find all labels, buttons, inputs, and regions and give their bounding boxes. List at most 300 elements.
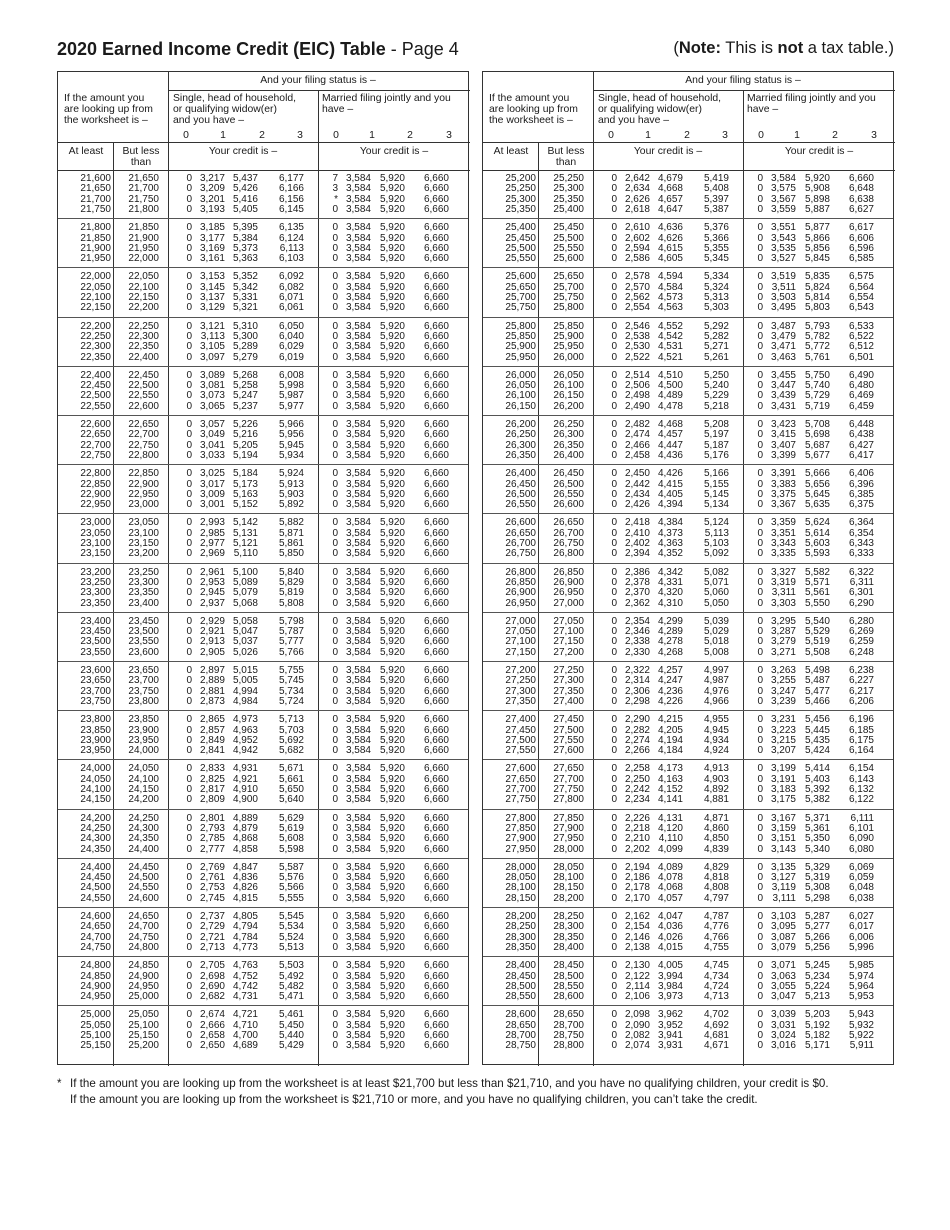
cell: 0 xyxy=(332,675,338,687)
cell: 2,130 xyxy=(624,960,650,972)
cell: 4,205 xyxy=(657,724,683,736)
cell: 5,766 xyxy=(278,646,304,658)
cell: 0 xyxy=(332,773,338,785)
cell: 28,500 xyxy=(505,980,536,992)
cell: 25,900 xyxy=(553,330,584,342)
cell: 5,920 xyxy=(379,400,405,412)
cell: 28,700 xyxy=(553,1019,584,1031)
table-row xyxy=(483,599,893,609)
cell: 6,660 xyxy=(423,222,449,234)
cell: 4,668 xyxy=(657,183,683,195)
cell: 0 xyxy=(332,970,338,982)
cell: 5,155 xyxy=(703,478,729,490)
table-row xyxy=(483,972,893,982)
cell: 3,584 xyxy=(345,1019,371,1031)
cell: 6,648 xyxy=(848,183,874,195)
cell: 25,300 xyxy=(553,183,584,195)
cell: 4,026 xyxy=(657,931,683,943)
table-row xyxy=(483,992,893,1002)
cell: 6,660 xyxy=(423,794,449,806)
cell: 3,584 xyxy=(345,646,371,658)
cell: 5,920 xyxy=(379,960,405,972)
table-row xyxy=(58,814,468,824)
cell: 0 xyxy=(332,566,338,578)
cell: 3,519 xyxy=(770,271,796,283)
cell: 0 xyxy=(332,253,338,265)
cell: 3,209 xyxy=(199,183,225,195)
cell: 5,340 xyxy=(804,843,830,855)
at-least-label: At least xyxy=(68,146,104,157)
cell: 5,998 xyxy=(278,380,304,392)
cell: 4,552 xyxy=(657,320,683,332)
cell: 2,905 xyxy=(199,646,225,658)
cell: 3,584 xyxy=(345,183,371,195)
cell: 5,920 xyxy=(379,724,405,736)
table-row xyxy=(483,549,893,559)
not-a-tax-table-note: (Note: This is not a tax table.) xyxy=(673,39,894,57)
cell: 2,849 xyxy=(199,734,225,746)
cell: 0 xyxy=(186,281,192,293)
cell: 5,308 xyxy=(804,882,830,894)
table-row xyxy=(58,617,468,627)
cell: 6,660 xyxy=(423,341,449,353)
cell: 3,584 xyxy=(345,626,371,638)
cell: 6,660 xyxy=(423,478,449,490)
cell: 6,375 xyxy=(848,499,874,511)
table-row xyxy=(483,272,893,282)
cell: 0 xyxy=(757,292,763,303)
cell: 3,487 xyxy=(770,320,796,332)
cell: 23,250 xyxy=(80,576,111,588)
header-filing-line xyxy=(168,90,470,91)
cell: 6,166 xyxy=(278,183,304,195)
cell: 0 xyxy=(757,1009,763,1021)
cell: 3,471 xyxy=(770,341,796,353)
cell: 2,881 xyxy=(199,685,225,697)
cell: 4,457 xyxy=(657,429,683,441)
cell: 5,920 xyxy=(379,548,405,560)
cell: 22,150 xyxy=(128,292,159,303)
cell: 3,584 xyxy=(345,1040,371,1052)
cell: 5,920 xyxy=(379,538,405,549)
cell: 6,177 xyxy=(278,173,304,184)
cell: 0 xyxy=(611,548,617,560)
cell: 3,047 xyxy=(770,991,796,1003)
cell: 4,320 xyxy=(657,587,683,599)
children-count-3: 3 xyxy=(871,130,877,141)
group-separator xyxy=(483,317,893,318)
table-row xyxy=(58,293,468,303)
cell: 6,248 xyxy=(848,646,874,658)
cell: 0 xyxy=(611,183,617,195)
cell: 3,584 xyxy=(345,538,371,549)
cell: 2,785 xyxy=(199,833,225,845)
cell: 28,450 xyxy=(505,970,536,982)
cell: 5,920 xyxy=(379,812,405,824)
cell: 25,700 xyxy=(553,281,584,293)
children-count-0: 0 xyxy=(758,130,764,141)
cell: 2,378 xyxy=(624,576,650,588)
cell: 0 xyxy=(186,341,192,353)
cell: 27,550 xyxy=(553,734,584,746)
cell: 5,898 xyxy=(804,193,830,205)
cell: 5,071 xyxy=(703,576,729,588)
cell: 6,660 xyxy=(423,253,449,265)
cell: 0 xyxy=(611,517,617,529)
cell: 3,303 xyxy=(770,597,796,609)
cell: 6,660 xyxy=(423,566,449,578)
cell: 0 xyxy=(757,548,763,560)
cell: 2,841 xyxy=(199,745,225,757)
cell: 0 xyxy=(757,784,763,795)
cell: 5,920 xyxy=(379,449,405,461)
cell: 2,546 xyxy=(624,320,650,332)
cell: 25,900 xyxy=(505,341,536,353)
cell: 2,682 xyxy=(199,991,225,1003)
group-separator xyxy=(483,956,893,957)
cell: 5,540 xyxy=(804,615,830,627)
table-row xyxy=(58,480,468,490)
cell: 27,200 xyxy=(505,665,536,676)
cell: 6,459 xyxy=(848,400,874,412)
cell: 26,250 xyxy=(553,419,584,430)
cell: 27,700 xyxy=(505,784,536,795)
cell: 6,660 xyxy=(423,911,449,922)
lookup-label-line2: are looking up from xyxy=(64,104,153,115)
cell: 2,426 xyxy=(624,499,650,511)
cell: 3,423 xyxy=(770,419,796,430)
cell: 4,278 xyxy=(657,636,683,648)
cell: 0 xyxy=(332,843,338,855)
cell: 6,660 xyxy=(423,419,449,430)
cell: 5,171 xyxy=(804,1040,830,1052)
cell: 27,250 xyxy=(553,665,584,676)
cell: 5,355 xyxy=(703,242,729,254)
cell: 0 xyxy=(332,390,338,402)
cell: 5,060 xyxy=(703,587,729,599)
cell: 0 xyxy=(186,587,192,599)
table-row xyxy=(483,293,893,303)
cell: 26,950 xyxy=(553,587,584,599)
cell: 3,127 xyxy=(770,872,796,884)
table-row xyxy=(58,283,468,293)
cell: 24,100 xyxy=(128,773,159,785)
cell: 5,920 xyxy=(379,745,405,757)
table-row xyxy=(483,666,893,676)
cell: 0 xyxy=(332,911,338,922)
cell: 3,016 xyxy=(770,1040,796,1052)
cell: 0 xyxy=(611,1009,617,1021)
cell: 2,474 xyxy=(624,429,650,441)
cell: 3,185 xyxy=(199,222,225,234)
cell: 0 xyxy=(757,193,763,205)
cell: 3,584 xyxy=(345,380,371,392)
header-bottom-line xyxy=(58,170,470,171)
cell: 27,450 xyxy=(505,724,536,736)
group-separator xyxy=(483,513,893,514)
cell: 3,584 xyxy=(345,400,371,412)
cell: 22,000 xyxy=(128,253,159,265)
cell: 0 xyxy=(757,517,763,529)
cell: 5,892 xyxy=(278,499,304,511)
cell: 6,660 xyxy=(423,488,449,500)
cell: 0 xyxy=(757,380,763,392)
cell: 0 xyxy=(757,794,763,806)
cell: 5,498 xyxy=(804,665,830,676)
cell: 3,584 xyxy=(345,892,371,904)
cell: 6,660 xyxy=(423,351,449,363)
cell: 3,962 xyxy=(657,1009,683,1021)
cell: 24,950 xyxy=(80,991,111,1003)
cell: 3,584 xyxy=(345,576,371,588)
cell: 26,550 xyxy=(553,488,584,500)
cell: 4,510 xyxy=(657,369,683,381)
cell: 2,578 xyxy=(624,271,650,283)
single-label-line2: or qualifying widow(er) xyxy=(598,104,702,115)
cell: 27,900 xyxy=(553,822,584,834)
cell: 4,426 xyxy=(657,468,683,480)
header-counts-line xyxy=(58,142,470,143)
footnote-line-2: If the amount you are looking up from the worksheet is $21,710 or more, and you have no qualifying children, you can’t take the credit. xyxy=(70,1092,758,1106)
cell: 5,250 xyxy=(703,369,729,381)
cell: 27,000 xyxy=(505,615,536,627)
cell: 3,551 xyxy=(770,222,796,234)
cell: 4,468 xyxy=(657,419,683,430)
cell: 5,787 xyxy=(278,626,304,638)
cell: 5,245 xyxy=(804,960,830,972)
table-row xyxy=(58,549,468,559)
cell: 0 xyxy=(611,812,617,824)
cell: 5,866 xyxy=(804,232,830,244)
cell: 5,550 xyxy=(804,597,830,609)
cell: 2,306 xyxy=(624,685,650,697)
cell: 3,584 xyxy=(345,439,371,451)
cell: 0 xyxy=(611,390,617,402)
cell: 0 xyxy=(186,369,192,381)
cell: 4,584 xyxy=(657,281,683,293)
cell: 0 xyxy=(611,292,617,303)
cell: 5,184 xyxy=(232,468,258,480)
cell: 28,350 xyxy=(505,941,536,953)
cell: 3,431 xyxy=(770,400,796,412)
cell: 6,660 xyxy=(423,1040,449,1052)
table-row xyxy=(58,1031,468,1041)
cell: 2,825 xyxy=(199,773,225,785)
cell: 5,593 xyxy=(804,548,830,560)
cell: 25,950 xyxy=(505,351,536,363)
cell: 2,170 xyxy=(624,892,650,904)
cell: 5,603 xyxy=(804,538,830,549)
cell: 0 xyxy=(611,921,617,933)
cell: 6,490 xyxy=(848,369,874,381)
cell: 0 xyxy=(611,646,617,658)
cell: 22,250 xyxy=(128,320,159,332)
cell: 5,471 xyxy=(278,991,304,1003)
cell: 5,671 xyxy=(278,763,304,775)
table-row xyxy=(483,697,893,707)
cell: 5,882 xyxy=(278,517,304,529)
cell: 24,850 xyxy=(128,960,159,972)
cell: 22,950 xyxy=(80,499,111,511)
cell: 3,327 xyxy=(770,566,796,578)
cell: 5,840 xyxy=(278,566,304,578)
cell: 5,871 xyxy=(278,527,304,539)
group-separator xyxy=(58,710,468,711)
cell: 0 xyxy=(332,538,338,549)
cell: 4,847 xyxy=(232,861,258,873)
cell: 4,794 xyxy=(232,921,258,933)
cell: 28,550 xyxy=(553,980,584,992)
cell: 28,400 xyxy=(505,960,536,972)
table-row xyxy=(58,845,468,855)
cell: 28,150 xyxy=(553,882,584,894)
table-row xyxy=(58,687,468,697)
cell: 0 xyxy=(332,931,338,943)
cell: 3,447 xyxy=(770,380,796,392)
cell: 3,584 xyxy=(345,419,371,430)
cell: 0 xyxy=(611,970,617,982)
cell: 6,048 xyxy=(848,882,874,894)
cell: 5,192 xyxy=(804,1019,830,1031)
cell: 0 xyxy=(611,822,617,834)
table-row xyxy=(58,992,468,1002)
table-row xyxy=(483,961,893,971)
cell: 4,636 xyxy=(657,222,683,234)
table-row xyxy=(483,490,893,500)
cell: 5,176 xyxy=(703,449,729,461)
cell: 6,660 xyxy=(423,449,449,461)
cell: 27,950 xyxy=(553,833,584,845)
cell: 28,250 xyxy=(505,921,536,933)
cell: 25,750 xyxy=(553,292,584,303)
cell: 5,226 xyxy=(232,419,258,430)
cell: 0 xyxy=(611,253,617,265)
cell: 5,424 xyxy=(804,745,830,757)
cell: 3,153 xyxy=(199,271,225,283)
cell: 6,660 xyxy=(423,1030,449,1041)
cell: 2,434 xyxy=(624,488,650,500)
cell: 0 xyxy=(757,872,763,884)
cell: 2,098 xyxy=(624,1009,650,1021)
cell: 24,000 xyxy=(80,763,111,775)
children-count-2: 2 xyxy=(684,130,690,141)
cell: 27,350 xyxy=(553,685,584,697)
cell: 4,163 xyxy=(657,773,683,785)
cell: 0 xyxy=(611,745,617,757)
children-count-3: 3 xyxy=(297,130,303,141)
cell: 2,386 xyxy=(624,566,650,578)
table-row xyxy=(58,430,468,440)
group-separator xyxy=(58,661,468,662)
table-row xyxy=(58,764,468,774)
cell: 24,250 xyxy=(128,812,159,824)
table-row xyxy=(58,529,468,539)
cell: 4,605 xyxy=(657,253,683,265)
cell: 25,050 xyxy=(128,1009,159,1021)
cell: 25,600 xyxy=(505,271,536,283)
cell: 25,300 xyxy=(505,193,536,205)
cell: 6,227 xyxy=(848,675,874,687)
cell: 3,279 xyxy=(770,636,796,648)
cell: 3,584 xyxy=(345,341,371,353)
cell: 22,000 xyxy=(80,271,111,283)
cell: 26,750 xyxy=(553,538,584,549)
cell: 24,550 xyxy=(80,892,111,904)
cell: 5,240 xyxy=(703,380,729,392)
cell: 3,017 xyxy=(199,478,225,490)
cell: 26,300 xyxy=(553,429,584,441)
credit-label-married: Your credit is – xyxy=(784,146,854,157)
cell: 23,900 xyxy=(80,734,111,746)
cell: 3,081 xyxy=(199,380,225,392)
cell: 6,017 xyxy=(848,921,874,933)
cell: 2,889 xyxy=(199,675,225,687)
table-row xyxy=(483,332,893,342)
cell: 6,660 xyxy=(423,538,449,549)
cell: 4,826 xyxy=(232,882,258,894)
cell: 3,584 xyxy=(345,302,371,314)
cell: 0 xyxy=(186,794,192,806)
cell: 0 xyxy=(186,566,192,578)
cell: 5,450 xyxy=(278,1019,304,1031)
cell: 24,650 xyxy=(80,921,111,933)
cell: 5,808 xyxy=(278,597,304,609)
cell: 6,069 xyxy=(848,861,874,873)
cell: 5,561 xyxy=(804,587,830,599)
cell: 0 xyxy=(757,173,763,184)
cell: 3,495 xyxy=(770,302,796,314)
cell: 3,383 xyxy=(770,478,796,490)
cell: 0 xyxy=(186,784,192,795)
cell: 6,175 xyxy=(848,734,874,746)
cell: 25,600 xyxy=(553,253,584,265)
table-row xyxy=(58,342,468,352)
cell: 6,217 xyxy=(848,685,874,697)
cell: 0 xyxy=(757,843,763,855)
cell: 2,410 xyxy=(624,527,650,539)
cell: 5,145 xyxy=(703,488,729,500)
cell: 5,920 xyxy=(379,488,405,500)
cell: 4,850 xyxy=(703,833,729,845)
cell: 25,000 xyxy=(80,1009,111,1021)
cell: 3,415 xyxy=(770,429,796,441)
cell: 6,660 xyxy=(423,183,449,195)
cell: 3,584 xyxy=(345,794,371,806)
cell: 6,660 xyxy=(423,734,449,746)
footnote xyxy=(57,1076,917,1107)
cell: 28,050 xyxy=(505,872,536,884)
cell: 3,584 xyxy=(345,232,371,244)
cell: 5,352 xyxy=(232,271,258,283)
cell: 0 xyxy=(332,745,338,757)
cell: 6,564 xyxy=(848,281,874,293)
table-row xyxy=(483,254,893,264)
cell: 3,952 xyxy=(657,1019,683,1031)
cell: 4,973 xyxy=(232,714,258,726)
at-least-label: At least xyxy=(493,146,529,157)
cell: 0 xyxy=(332,576,338,588)
cell: 5,187 xyxy=(703,439,729,451)
cell: 4,742 xyxy=(232,980,258,992)
cell: 28,600 xyxy=(553,991,584,1003)
cell: 0 xyxy=(611,941,617,953)
cell: 3,535 xyxy=(770,242,796,254)
cell: 21,800 xyxy=(80,222,111,234)
cell: 21,750 xyxy=(80,203,111,215)
cell: 3,407 xyxy=(770,439,796,451)
cell: 2,090 xyxy=(624,1019,650,1031)
table-row xyxy=(483,1031,893,1041)
